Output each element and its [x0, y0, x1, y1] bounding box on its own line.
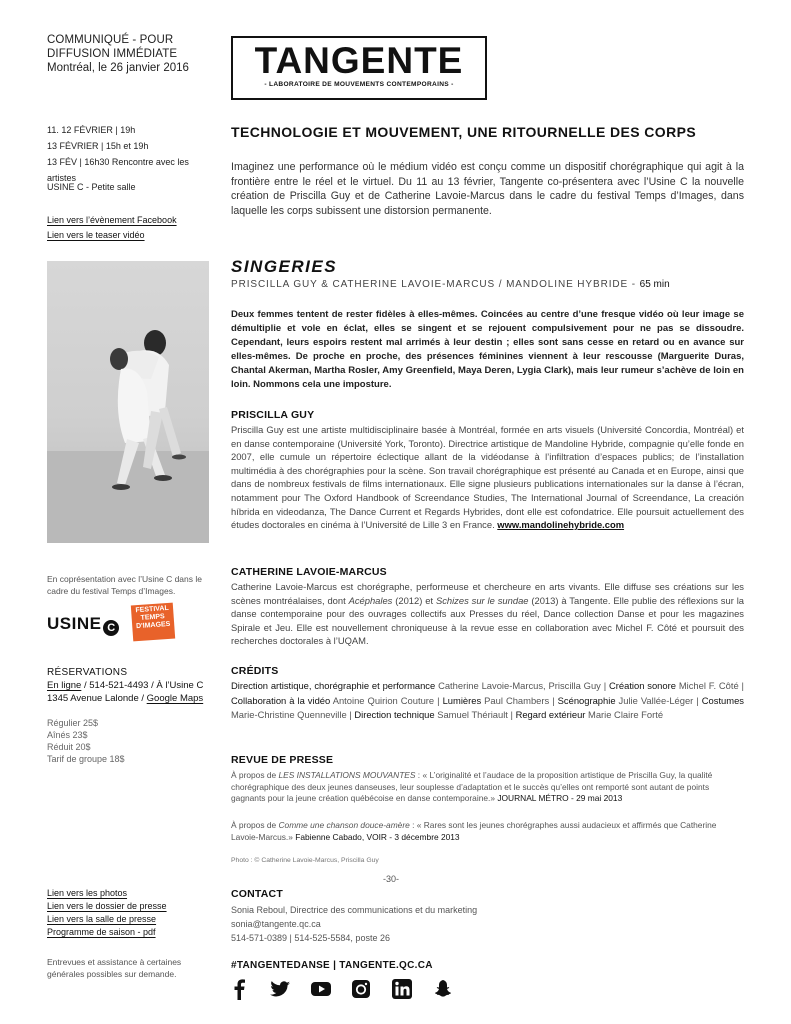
- release-type-line2: DIFFUSION IMMÉDIATE: [47, 48, 178, 60]
- credits-list: Direction artistique, chorégraphie et performance Catherine Lavoie-Marcus, Priscilla Guy | Création sonore Michel F. Côté | Collaboration à la vidéo Antoine Quirion Couture | Lumières Paul Chambers | Scénographie Julie Vallée-Léger | Costumes Marie-Christine Quenneville | Direction technique Samuel Thériault | Regard extérieur Marie Claire Forté: [231, 680, 744, 720]
- price-item: Réduit 20$: [47, 742, 91, 752]
- page-title: TECHNOLOGIE ET MOUVEMENT, UNE RITOURNELLE DES CORPS: [231, 124, 697, 140]
- show-duration: 65 min: [639, 279, 670, 290]
- intro-paragraph: Imaginez une performance où le médium vidéo est conçu comme un dispositif chorégraphique qui agit à la frontière entre le réel et le virtuel. Du 11 au 13 février, Tangente co-présentera avec l’Usine C la nouvelle création de Priscilla Guy et de Catherine Lavoie-Marcus dans le cadre du festival Temps d’Images, dans laquelle les corps subissent une distorsion permanente.: [231, 161, 744, 217]
- release-header: [47, 33, 207, 75]
- instagram-icon[interactable]: [350, 978, 372, 1000]
- schedule-row: 13 FÉVRIER | 15h et 19h: [47, 141, 149, 151]
- teaser-video-link[interactable]: Lien vers le teaser vidéo: [47, 230, 145, 240]
- bottom-links: [47, 887, 207, 939]
- hashtag: #TANGENTEDANSE: [231, 960, 331, 971]
- reservations: RÉSERVATIONS En ligne / 514-521-4493 / À l’Usine C 1345 Avenue Lalonde / Google Maps: [47, 666, 217, 705]
- contact-phone: 514-571-0389 | 514-525-5584, poste 26: [231, 933, 390, 943]
- release-type-line1: COMMUNIQUÉ - POUR: [47, 34, 174, 46]
- logo-name: TANGENTE: [254, 40, 464, 81]
- press-review-2: À propos de Comme une chanson douce-amère : « Rares sont les jeunes chorégraphes aussi audacieux et affirmés que Catherine Lavoie-Marcus.» Fabienne Cabado, VOIR - 3 décembre 2013: [231, 820, 717, 842]
- contact-heading: CONTACT: [231, 888, 283, 900]
- photo-credit: Photo : © Catherine Lavoie-Marcus, Priscilla Guy: [231, 857, 379, 864]
- show-artists: PRISCILLA GUY & CATHERINE LAVOIE-MARCUS / MANDOLINE HYBRIDE - 65 min: [231, 279, 670, 290]
- tangente-logo: [231, 36, 487, 100]
- snapchat-icon[interactable]: [431, 978, 453, 1000]
- bio1-heading: PRISCILLA GUY: [231, 409, 315, 421]
- youtube-icon[interactable]: [310, 978, 332, 1000]
- press-review-1: À propos de LES INSTALLATIONS MOUVANTES : « L’originalité et l’audace de la proposition artistique de Priscilla Guy, la qualité chorégraphique des deux jeunes danseuses, leur souplesse d’adaptation et le succès qu’elles ont remporté sont autant de points gagnants pour la jeune création québécoise en danse contemporaine.» JOURNAL MÉTRO - 29 mai 2013: [231, 770, 713, 803]
- press-heading: REVUE DE PRESSE: [231, 754, 334, 766]
- facebook-icon[interactable]: [229, 978, 251, 1000]
- mandoline-website-link[interactable]: www.mandolinehybride.com: [497, 519, 625, 531]
- credits-heading: CRÉDITS: [231, 665, 279, 677]
- social-icons: [229, 978, 467, 1000]
- bio1-text: Priscilla Guy est une artiste multidisciplinaire basée à Montréal, formée en arts visuels (Université Concordia, Montréal) et en danse contemporaine (Université York, Toronto). Directrice artistique de Mandoline Hybride, compagnie qu’elle fonde en 2007, elle cumule un répertoire éclectique allant de la vidéodanse à l’infiltration d’espaces publics; de l’installation multimédia à des chorégraphies pour la scène. Son travail chorégraphique est présenté au Canada et en Europe, ainsi que dans de nombreux festivals de films internationaux. Elle signe plusieurs publications internationales sur la danse à l’écran, notamment pour The Oxford Handbook of Screendance Studies, The International Journal of Screendance, La creación híbrida en videodanza, The Dance Current et Regards Hybrides, dont elle est cofondatrice. Elle poursuit actuellement des études doctorales en cinéma à l’Université de Lille 3 en France. www.mandolinehybride.com: [231, 424, 744, 531]
- price-list: [47, 717, 207, 765]
- logo-tagline: - LABORATOIRE DE MOUVEMENTS CONTEMPORAINS -: [264, 81, 454, 88]
- press-kit-link[interactable]: Lien vers le dossier de presse: [47, 901, 167, 911]
- season-program-link[interactable]: Programme de saison - pdf: [47, 927, 156, 937]
- copresentation-note: En coprésentation avec l’Usine C dans le cadre du festival Temps d’Images.: [47, 574, 202, 596]
- schedule: [47, 122, 207, 186]
- price-item: Aînés 23$: [47, 730, 88, 740]
- website-link[interactable]: TANGENTE.QC.CA: [339, 960, 433, 971]
- reservations-title: RÉSERVATIONS: [47, 667, 128, 678]
- end-marker: -30-: [383, 874, 400, 884]
- performance-photo: [47, 261, 209, 543]
- contact-details: [231, 903, 744, 945]
- photos-link[interactable]: Lien vers les photos: [47, 888, 128, 898]
- twitter-icon[interactable]: [269, 978, 291, 1000]
- bio2-text: Catherine Lavoie-Marcus est chorégraphe, performeuse et chercheure en arts vivants. Elle diffuse ses créations sur les scènes montréalaises, dont Acéphales (2012) et Schizes sur le sundae (2013) à Tangente. Elle publie des réflexions sur la danse contemporaine pour des ouvrages collectifs aux Presses du réel, Dance collection Danse et pour les magazines Spirale et Jeu. Elle est nouvellement chroniqueuse à la revue esse en collaboration avec Michel F. Côté et poursuit des recherches doctorales à l’UQAM.: [231, 581, 745, 647]
- price-item: Tarif de groupe 18$: [47, 754, 125, 764]
- facebook-event-link[interactable]: Lien vers l’évènement Facebook: [47, 215, 177, 225]
- bio2-heading: CATHERINE LAVOIE-MARCUS: [231, 566, 387, 578]
- linkedin-icon[interactable]: [391, 978, 413, 1000]
- festival-temps-images-logo: FESTIVAL TEMPS D'IMAGES: [131, 603, 175, 642]
- google-maps-link[interactable]: Google Maps: [146, 693, 204, 704]
- interviews-note: Entrevues et assistance à certaines générales possibles sur demande.: [47, 957, 182, 979]
- show-description: Deux femmes tentent de rester fidèles à elles-mêmes. Coincées au centre d’une fresque vidéo où leur image se démultiplie et vole en éclat, elles se singent et se rejouent compulsivement pour ne pas se dissoudre. Cependant, leurs espoirs restent mal arrimés à leur destin ; elles sont sans cesse en retard ou en avance sur elles-mêmes. De proche en proche, des présences féminines viennent à leur rescousse (Marguerite Duras, Chantal Akerman, Martha Rosler, Amy Greenfield, Maya Deren, Lygia Clark), mais leur rumeur s’achève de loin en loin. Nommons cela une imposture.: [231, 309, 744, 390]
- contact-name: Sonia Reboul, Directrice des communications et du marketing: [231, 905, 478, 915]
- release-date: Montréal, le 26 janvier 2016: [47, 62, 189, 74]
- price-item: Régulier 25$: [47, 718, 99, 728]
- press-room-link[interactable]: Lien vers la salle de presse: [47, 914, 157, 924]
- hashtag-line: #TANGENTEDANSE | TANGENTE.QC.CA: [231, 960, 433, 971]
- schedule-row: 11. 12 FÉVRIER | 19h: [47, 125, 136, 135]
- show-title: SINGERIES: [231, 257, 338, 276]
- venue: USINE C - Petite salle: [47, 182, 136, 192]
- contact-email[interactable]: sonia@tangente.qc.ca: [231, 919, 321, 929]
- top-links: [47, 213, 207, 243]
- usine-c-logo: USINE C: [47, 614, 119, 636]
- online-booking-link[interactable]: En ligne: [47, 680, 82, 691]
- schedule-row: 13 FÉV | 16h30 Rencontre avec les artistes: [47, 157, 189, 183]
